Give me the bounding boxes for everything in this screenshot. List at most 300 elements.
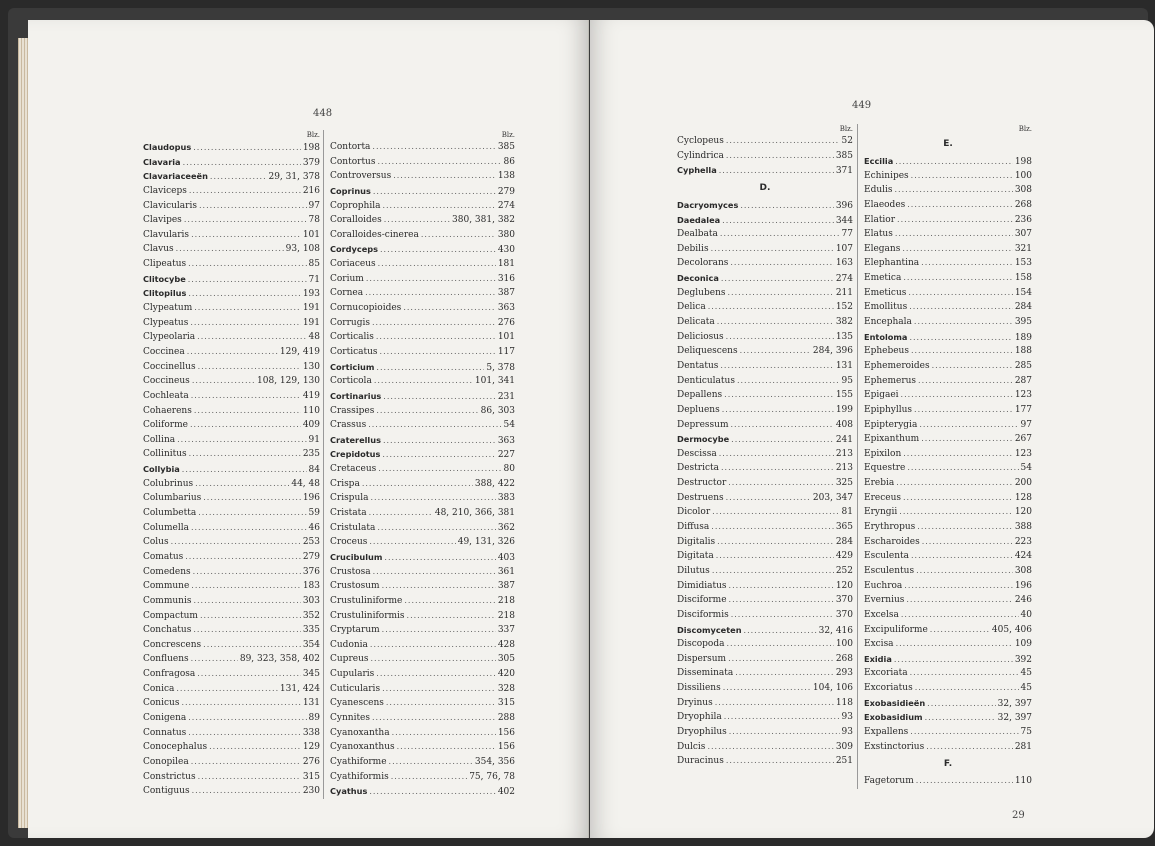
dot-leader xyxy=(911,549,1013,564)
entry-pages: 129, 419 xyxy=(279,346,320,357)
entry-name: Digitalis xyxy=(677,536,716,547)
entry-name: Cuticularis xyxy=(330,683,381,694)
dot-leader xyxy=(188,273,307,288)
entry-pages: 387 xyxy=(497,288,515,299)
index-entry xyxy=(143,169,320,184)
entry-pages: 387 xyxy=(497,581,515,592)
entry-name: Cudonia xyxy=(330,639,368,650)
index-entry xyxy=(143,360,320,375)
dot-leader xyxy=(903,271,1012,286)
dot-leader xyxy=(740,344,811,359)
index-entry xyxy=(143,433,320,448)
entry-pages: 52 xyxy=(841,136,853,146)
entry-name: Colubrinus xyxy=(143,478,194,489)
entry-name: Esculenta xyxy=(864,551,910,562)
dot-leader xyxy=(389,755,473,770)
entry-pages: 308 xyxy=(1014,185,1032,196)
index-entry xyxy=(677,725,853,740)
entry-pages: 362 xyxy=(497,522,515,533)
dot-leader xyxy=(391,770,467,785)
entry-name: Deconica xyxy=(677,273,719,284)
dot-leader xyxy=(403,301,496,316)
entry-pages: 198 xyxy=(1014,157,1032,167)
entry-name: Dentatus xyxy=(677,360,719,371)
entry-pages: 97 xyxy=(1020,419,1032,430)
entry-pages: 59 xyxy=(308,508,320,519)
dot-leader xyxy=(914,315,1013,330)
entry-name: Crustuliniforme xyxy=(330,595,403,606)
dot-leader xyxy=(369,785,495,800)
index-entry xyxy=(143,755,320,770)
entry-pages: 110 xyxy=(302,405,320,416)
dot-leader xyxy=(897,213,1013,228)
index-entry xyxy=(677,256,853,271)
entry-pages: 344 xyxy=(835,215,853,226)
index-entry xyxy=(143,770,320,785)
entry-pages: 231 xyxy=(497,391,515,402)
column-header: Blz. xyxy=(501,131,515,139)
index-entry xyxy=(864,696,1032,711)
index-entry xyxy=(143,374,320,389)
entry-name: Echinipes xyxy=(864,170,909,181)
index-entry xyxy=(864,608,1032,623)
index-entry xyxy=(864,286,1032,301)
entry-name: Depluens xyxy=(677,404,720,415)
index-entry xyxy=(677,505,853,520)
dot-leader xyxy=(903,491,1013,506)
entry-name: Depallens xyxy=(677,390,723,401)
entry-pages: 198 xyxy=(302,143,320,153)
entry-pages: 385 xyxy=(835,150,853,161)
entry-name: Crassus xyxy=(330,420,367,431)
entry-name: Dryinus xyxy=(677,697,713,708)
index-entry xyxy=(677,432,853,447)
entry-name: Corticola xyxy=(330,376,372,387)
entry-pages: 48, 210, 366, 381 xyxy=(434,508,515,519)
entry-pages: 100 xyxy=(1014,170,1032,181)
dot-leader xyxy=(916,774,1013,789)
dot-leader xyxy=(721,461,834,476)
entry-pages: 308 xyxy=(1014,565,1032,576)
index-entry xyxy=(864,710,1032,725)
index-entry xyxy=(143,257,320,272)
entry-pages: 153 xyxy=(1014,258,1032,269)
index-entry xyxy=(864,476,1032,491)
index-entry xyxy=(330,257,515,272)
entry-pages: 279 xyxy=(497,186,515,197)
dot-leader xyxy=(182,463,307,478)
entry-name: Duracinus xyxy=(677,756,724,767)
dot-leader xyxy=(193,141,301,156)
entry-name: Dryophila xyxy=(677,712,722,723)
entry-name: Cyanoxantha xyxy=(330,727,390,738)
entry-name: Corticalis xyxy=(330,332,374,343)
index-entry xyxy=(143,447,320,462)
entry-list xyxy=(864,134,1032,789)
entry-name: Delicata xyxy=(677,317,715,328)
entry-name: Clavularis xyxy=(143,229,190,240)
index-entry xyxy=(864,579,1032,594)
index-entry xyxy=(330,682,515,697)
entry-name: Croceus xyxy=(330,537,368,548)
page-number-left: 448 xyxy=(313,108,333,119)
page-number-right: 449 xyxy=(852,100,872,111)
entry-pages: 354, 356 xyxy=(474,756,515,767)
dot-leader xyxy=(193,594,300,609)
index-entry xyxy=(143,316,320,331)
entry-name: Euchroa xyxy=(864,580,903,591)
entry-name: Eryngii xyxy=(864,507,898,518)
index-entry xyxy=(864,740,1032,755)
dot-leader xyxy=(393,169,496,184)
entry-name: Encephala xyxy=(864,317,912,328)
entry-pages: 85 xyxy=(308,259,320,270)
entry-name: Cyathiforme xyxy=(330,756,387,767)
entry-pages: 118 xyxy=(835,697,853,708)
entry-name: Comedens xyxy=(143,566,191,577)
index-entry xyxy=(864,535,1032,550)
dot-leader xyxy=(727,286,833,301)
index-entry xyxy=(330,242,515,257)
index-entry xyxy=(330,345,515,360)
entry-name: Columella xyxy=(143,522,189,533)
entry-name: Cochleata xyxy=(143,390,189,401)
dot-leader xyxy=(729,593,834,608)
entry-name: Decolorans xyxy=(677,258,729,269)
index-entry xyxy=(677,344,853,359)
entry-pages: 315 xyxy=(497,698,515,709)
index-entry xyxy=(864,593,1032,608)
entry-name: Excelsa xyxy=(864,609,899,620)
dot-leader xyxy=(371,652,496,667)
dot-leader xyxy=(895,183,1013,198)
index-entry xyxy=(330,462,515,477)
entry-name: Dryophilus xyxy=(677,726,727,737)
entry-name: Crispula xyxy=(330,493,369,504)
index-entry xyxy=(330,726,515,741)
entry-name: Dilutus xyxy=(677,565,710,576)
entry-pages: 287 xyxy=(1014,375,1032,386)
dot-leader xyxy=(717,535,834,550)
entry-name: Cretaceus xyxy=(330,464,377,475)
dot-leader xyxy=(383,434,496,449)
entry-pages: 45 xyxy=(1020,668,1032,679)
entry-pages: 382 xyxy=(835,317,853,328)
index-entry xyxy=(330,169,515,184)
dot-leader xyxy=(191,389,301,404)
dot-leader xyxy=(376,404,478,419)
dot-leader xyxy=(921,432,1013,447)
entry-pages: 408 xyxy=(835,419,853,430)
dot-leader xyxy=(193,565,301,580)
entry-pages: 236 xyxy=(1014,214,1032,225)
index-entry xyxy=(143,477,320,492)
entry-name: Debilis xyxy=(677,243,709,254)
entry-name: Epiphyllus xyxy=(864,404,913,415)
index-entry xyxy=(143,609,320,624)
entry-pages: 101, 341 xyxy=(474,376,515,387)
entry-name: Elatus xyxy=(864,229,893,240)
entry-name: Contorta xyxy=(330,142,371,152)
entry-pages: 376 xyxy=(302,566,320,577)
entry-name: Excipuliforme xyxy=(864,624,928,635)
entry-pages: 5, 378 xyxy=(486,362,515,373)
dot-leader xyxy=(376,361,484,376)
entry-pages: 284 xyxy=(1014,302,1032,313)
entry-name: Epixilon xyxy=(864,448,902,459)
entry-name: Controversus xyxy=(330,171,392,182)
entry-name: Exstinctorius xyxy=(864,741,925,752)
index-entry xyxy=(330,755,515,770)
entry-name: Clavariaceeën xyxy=(143,171,208,182)
entry-name: Coccineus xyxy=(143,376,190,387)
dot-leader xyxy=(927,697,995,712)
index-entry xyxy=(677,696,853,711)
entry-pages: 288 xyxy=(497,712,515,723)
index-entry xyxy=(330,609,515,624)
entry-pages: 230 xyxy=(302,786,320,797)
index-column-2 xyxy=(323,130,515,799)
index-entry xyxy=(143,726,320,741)
entry-pages: 379 xyxy=(302,157,320,168)
entry-name: Clypeatum xyxy=(143,303,193,314)
dot-leader xyxy=(366,272,496,287)
entry-name: Discopoda xyxy=(677,639,725,650)
entry-name: Collinitus xyxy=(143,449,187,460)
entry-name: Disciformis xyxy=(677,609,729,620)
index-entry xyxy=(864,447,1032,462)
index-entry xyxy=(330,272,515,287)
dot-leader xyxy=(740,199,833,214)
entry-pages: 428 xyxy=(497,639,515,650)
index-entry xyxy=(143,740,320,755)
index-entry xyxy=(330,491,515,506)
dot-leader xyxy=(369,535,455,550)
dot-leader xyxy=(185,550,301,565)
index-entry xyxy=(330,155,515,170)
index-entry xyxy=(143,682,320,697)
dot-leader xyxy=(376,667,496,682)
entry-pages: 104, 106 xyxy=(812,683,853,694)
entry-pages: 345 xyxy=(302,669,320,680)
entry-pages: 371 xyxy=(835,166,853,177)
entry-name: Crustosa xyxy=(330,566,371,577)
entry-pages: 213 xyxy=(835,463,853,474)
index-entry xyxy=(330,740,515,755)
dot-leader xyxy=(380,345,496,360)
dot-leader xyxy=(908,286,1012,301)
entry-pages: 100 xyxy=(835,639,853,650)
entry-name: Ephebeus xyxy=(864,346,909,357)
entry-name: Corrugis xyxy=(330,317,370,328)
dot-leader xyxy=(903,447,1013,462)
dot-leader xyxy=(181,696,300,711)
column-header: Blz. xyxy=(306,131,320,139)
dot-leader xyxy=(901,608,1019,623)
dot-leader xyxy=(377,155,501,170)
dot-leader xyxy=(392,726,496,741)
index-entry xyxy=(143,389,320,404)
entry-pages: 268 xyxy=(1014,199,1032,210)
dot-leader xyxy=(731,608,834,623)
index-entry xyxy=(677,535,853,550)
entry-pages: 276 xyxy=(497,317,515,328)
dot-leader xyxy=(726,330,834,345)
entry-pages: 395 xyxy=(1014,317,1032,328)
entry-name: Deglubens xyxy=(677,287,726,298)
index-entry xyxy=(143,345,320,360)
dot-leader xyxy=(370,638,496,653)
entry-name: Clavicularis xyxy=(143,200,197,211)
dot-leader xyxy=(911,344,1013,359)
index-entry xyxy=(330,638,515,653)
dot-leader xyxy=(707,740,833,755)
index-entry xyxy=(864,432,1032,447)
entry-name: Clitopilus xyxy=(143,288,187,299)
dot-leader xyxy=(715,696,834,711)
index-entry xyxy=(864,344,1032,359)
index-entry xyxy=(143,784,320,799)
entry-pages: 78 xyxy=(308,215,320,226)
index-entry xyxy=(330,550,515,565)
entry-pages: 193 xyxy=(302,289,320,300)
index-entry xyxy=(330,535,515,550)
entry-pages: 409 xyxy=(302,420,320,431)
dot-leader xyxy=(910,666,1019,681)
dot-leader xyxy=(386,696,496,711)
index-entry xyxy=(330,213,515,228)
index-entry xyxy=(330,506,515,521)
entry-pages: 93 xyxy=(841,726,853,737)
entry-name: Excoriata xyxy=(864,668,908,679)
dot-leader xyxy=(894,653,1013,668)
entry-pages: 196 xyxy=(1014,580,1032,591)
index-entry xyxy=(864,491,1032,506)
dot-leader xyxy=(729,579,834,594)
entry-name: Clypeolaria xyxy=(143,332,196,343)
entry-pages: 110 xyxy=(1014,776,1032,787)
index-entry xyxy=(864,169,1032,184)
entry-name: Cohaerens xyxy=(143,405,192,416)
index-column-1 xyxy=(677,124,853,769)
entry-pages: 84 xyxy=(308,465,320,476)
index-entry xyxy=(330,301,515,316)
entry-name: Coliforme xyxy=(143,420,188,431)
dot-leader xyxy=(910,725,1018,740)
entry-pages: 279 xyxy=(302,551,320,562)
dot-leader xyxy=(896,637,1013,652)
index-entry xyxy=(677,652,853,667)
column-header: Blz. xyxy=(1018,125,1032,133)
entry-pages: 163 xyxy=(835,258,853,269)
index-entry xyxy=(330,667,515,682)
dot-leader xyxy=(373,185,496,200)
dot-leader xyxy=(376,330,496,345)
entry-pages: 131, 424 xyxy=(279,683,320,694)
dot-leader xyxy=(368,418,501,433)
index-entry xyxy=(143,535,320,550)
index-entry xyxy=(864,183,1032,198)
entry-pages: 123 xyxy=(1014,448,1032,459)
entry-pages: 251 xyxy=(835,756,853,767)
entry-name: Dermocybe xyxy=(677,434,730,445)
dot-leader xyxy=(190,418,301,433)
entry-pages: 392 xyxy=(1014,654,1032,665)
entry-pages: 32, 416 xyxy=(818,625,853,636)
dot-leader xyxy=(209,740,301,755)
entry-name: Communis xyxy=(143,595,192,606)
entry-name: Elatior xyxy=(864,214,896,225)
index-entry xyxy=(330,360,515,375)
dot-leader xyxy=(372,316,496,331)
entry-name: Emollitus xyxy=(864,302,908,313)
entry-pages: 156 xyxy=(497,727,515,738)
entry-name: Cupreus xyxy=(330,654,369,665)
dot-leader xyxy=(192,374,255,389)
entry-name: Destructor xyxy=(677,478,727,489)
entry-name: Dacryomyces xyxy=(677,199,739,210)
dot-leader xyxy=(914,403,1013,418)
dot-leader xyxy=(198,360,301,375)
entry-name: Contiguus xyxy=(143,786,190,797)
index-entry xyxy=(677,447,853,462)
entry-name: Depressum xyxy=(677,419,729,430)
entry-name: Coprophila xyxy=(330,200,381,211)
dot-leader xyxy=(708,300,834,315)
index-entry xyxy=(143,462,320,477)
entry-name: Collybia xyxy=(143,464,180,475)
index-entry xyxy=(864,652,1032,667)
index-entry xyxy=(143,242,320,257)
dot-leader xyxy=(728,476,834,491)
entry-name: Conocephalus xyxy=(143,742,208,753)
dot-leader xyxy=(901,388,1013,403)
index-entry xyxy=(864,227,1032,242)
entry-name: Crispa xyxy=(330,478,360,489)
index-entry xyxy=(143,418,320,433)
index-entry xyxy=(864,505,1032,520)
entry-name: Evernius xyxy=(864,595,905,606)
entry-pages: 86 xyxy=(503,156,515,167)
entry-pages: 196 xyxy=(302,493,320,504)
dot-leader xyxy=(731,433,834,448)
entry-pages: 253 xyxy=(302,537,320,548)
index-entry xyxy=(330,404,515,419)
dot-leader xyxy=(372,711,496,726)
entry-pages: 352 xyxy=(302,610,320,621)
dot-leader xyxy=(184,213,307,228)
entry-name: Epigaei xyxy=(864,390,899,401)
entry-name: Edulis xyxy=(864,185,893,196)
index-entry xyxy=(677,403,853,418)
entry-pages: 155 xyxy=(835,390,853,401)
entry-name: Cortinarius xyxy=(330,390,382,401)
entry-pages: 284 xyxy=(835,536,853,547)
section-letter: F. xyxy=(943,759,953,770)
index-entry xyxy=(330,418,515,433)
entry-pages: 424 xyxy=(1014,551,1032,562)
entry-pages: 235 xyxy=(302,449,320,460)
entry-name: Exobasidium xyxy=(864,712,923,723)
index-column-2 xyxy=(857,124,1032,789)
entry-name: Comatus xyxy=(143,551,184,562)
index-entry xyxy=(330,374,515,389)
dot-leader xyxy=(374,374,473,389)
entry-pages: 129 xyxy=(302,742,320,753)
entry-pages: 107 xyxy=(835,243,853,254)
entry-pages: 81 xyxy=(841,507,853,518)
index-entry xyxy=(330,184,515,199)
